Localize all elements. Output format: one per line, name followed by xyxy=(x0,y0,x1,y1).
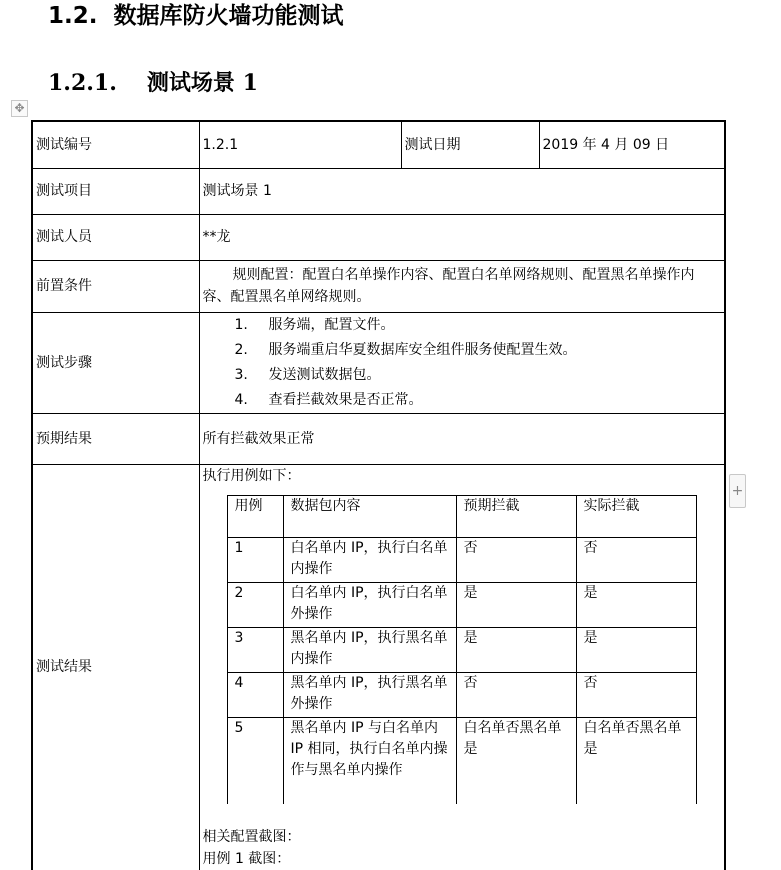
case-content: 黑名单内 IP 与白名单内 IP 相同，执行白名单内操作与黑名单内操作 xyxy=(283,717,456,804)
precondition-value: 规则配置：配置白名单操作内容、配置白名单网络规则、配置黑名单操作内容、配置黑名单网络规则。 xyxy=(199,260,725,312)
case-expected: 否 xyxy=(456,672,576,717)
case-content: 白名单内 IP，执行白名单外操作 xyxy=(283,582,456,627)
table-row xyxy=(227,537,696,582)
test-id-value: 1.2.1 xyxy=(199,121,401,168)
config-screenshot-label: 相关配置截图： xyxy=(202,828,301,845)
list-item: 2. 服务端重启华夏数据库安全组件服务使配置生效。 xyxy=(234,341,577,358)
case-id: 2 xyxy=(227,582,283,627)
table-row xyxy=(227,582,696,627)
steps-cell xyxy=(199,312,725,413)
steps-label: 测试步骤 xyxy=(32,312,199,413)
case-actual: 是 xyxy=(576,582,696,627)
table-row xyxy=(227,717,696,804)
case-actual: 否 xyxy=(576,672,696,717)
expected-value: 所有拦截效果正常 xyxy=(199,413,725,464)
test-case-table xyxy=(31,120,726,870)
subsection-number: 1.2.1. xyxy=(48,70,117,96)
result-cell xyxy=(199,464,725,870)
table-row xyxy=(227,627,696,672)
test-item-value: 测试场景 1 xyxy=(199,168,725,214)
test-date-value: 2019 年 4 月 09 日 xyxy=(539,121,725,168)
case-actual: 是 xyxy=(576,627,696,672)
subsection-title: 测试场景 1 xyxy=(146,70,258,96)
section-number: 1.2. xyxy=(48,3,98,29)
table-row xyxy=(227,672,696,717)
test-date-label: 测试日期 xyxy=(401,121,539,168)
case-content: 白名单内 IP，执行白名单内操作 xyxy=(283,537,456,582)
case-id: 1 xyxy=(227,537,283,582)
case-actual: 白名单否黑名单是 xyxy=(576,717,696,804)
section-heading xyxy=(48,0,344,32)
subsection-heading xyxy=(48,67,258,99)
case-expected: 是 xyxy=(456,627,576,672)
precondition-label: 前置条件 xyxy=(32,260,199,312)
case-id: 5 xyxy=(227,717,283,804)
list-item: 4. 查看拦截效果是否正常。 xyxy=(234,391,423,408)
case-header-actual: 实际拦截 xyxy=(576,495,696,537)
list-item: 1. 服务端，配置文件。 xyxy=(234,316,395,333)
case-header-expected: 预期拦截 xyxy=(456,495,576,537)
case-content: 黑名单内 IP，执行黑名单外操作 xyxy=(283,672,456,717)
table-move-handle-icon[interactable]: ✥ xyxy=(11,100,28,117)
add-column-icon[interactable]: + xyxy=(729,474,746,508)
tester-value: **龙 xyxy=(199,214,725,260)
case-expected: 白名单否黑名单是 xyxy=(456,717,576,804)
case-header-id: 用例 xyxy=(227,495,283,537)
result-intro: 执行用例如下： xyxy=(202,467,301,484)
cases-table xyxy=(227,495,697,804)
case-id: 4 xyxy=(227,672,283,717)
case1-screenshot-label: 用例 1 截图： xyxy=(202,850,291,867)
case-expected: 是 xyxy=(456,582,576,627)
steps-list xyxy=(203,313,722,413)
case-content: 黑名单内 IP，执行黑名单内操作 xyxy=(283,627,456,672)
case-id: 3 xyxy=(227,627,283,672)
result-label: 测试结果 xyxy=(32,464,199,870)
test-item-label: 测试项目 xyxy=(32,168,199,214)
section-title: 数据库防火墙功能测试 xyxy=(113,3,344,29)
case-header-content: 数据包内容 xyxy=(283,495,456,537)
list-item: 3. 发送测试数据包。 xyxy=(234,366,381,383)
test-id-label: 测试编号 xyxy=(32,121,199,168)
case-expected: 否 xyxy=(456,537,576,582)
tester-label: 测试人员 xyxy=(32,214,199,260)
expected-label: 预期结果 xyxy=(32,413,199,464)
case-actual: 否 xyxy=(576,537,696,582)
